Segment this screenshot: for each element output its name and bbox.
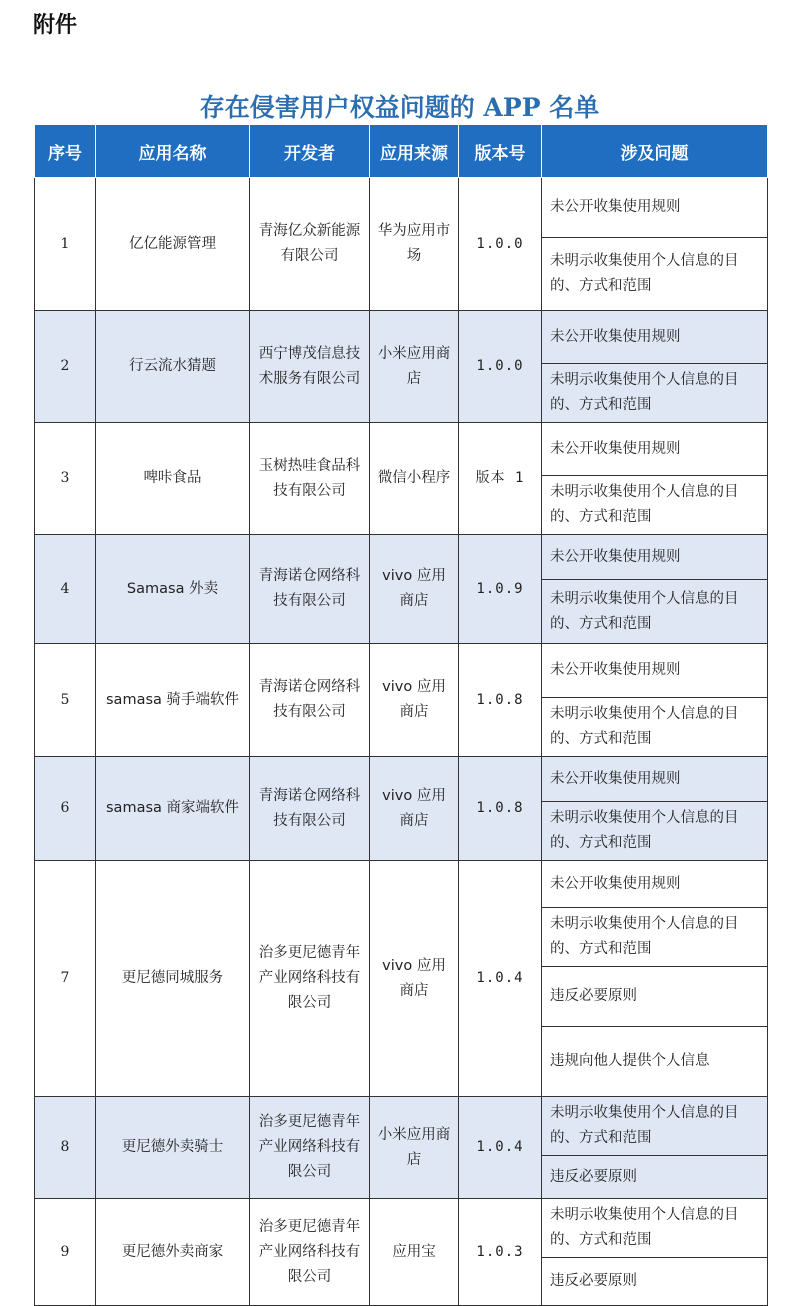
row-index: 5 [35,644,96,757]
issue-cell: 未明示收集使用个人信息的目的、方式和范围 [542,364,768,423]
developer: 治多更尼德青年产业网络科技有限公司 [250,1199,370,1306]
version: 1.0.3 [459,1199,542,1306]
issue-cell: 未公开收集使用规则 [542,535,768,580]
header-version: 版本号 [459,125,542,178]
table-row [35,535,768,580]
table-header-row [35,125,768,178]
issue-cell: 未公开收集使用规则 [542,311,768,364]
app-source: 应用宝 [370,1199,459,1306]
developer: 治多更尼德青年产业网络科技有限公司 [250,861,370,1097]
issue-cell: 未明示收集使用个人信息的目的、方式和范围 [542,908,768,967]
developer: 青海诺仓网络科技有限公司 [250,535,370,644]
app-name: 啤咔食品 [96,423,250,535]
issue-cell: 未明示收集使用个人信息的目的、方式和范围 [542,698,768,757]
table-row [35,1097,768,1156]
app-list-table [34,124,768,1306]
issue-cell: 未公开收集使用规则 [542,178,768,238]
issue-cell: 未明示收集使用个人信息的目的、方式和范围 [542,580,768,644]
developer: 青海诺仓网络科技有限公司 [250,757,370,861]
header-developer: 开发者 [250,125,370,178]
app-name: Samasa 外卖 [96,535,250,644]
row-index: 2 [35,311,96,423]
row-index: 3 [35,423,96,535]
row-index: 1 [35,178,96,311]
version: 1.0.8 [459,644,542,757]
app-source: 小米应用商店 [370,311,459,423]
header-source: 应用来源 [370,125,459,178]
app-name: 行云流水猜题 [96,311,250,423]
version: 1.0.4 [459,1097,542,1199]
table-row [35,861,768,908]
version: 1.0.4 [459,861,542,1097]
row-index: 8 [35,1097,96,1199]
table-row [35,311,768,364]
header-index: 序号 [35,125,96,178]
version: 1.0.8 [459,757,542,861]
issue-cell: 未公开收集使用规则 [542,423,768,476]
header-issues: 涉及问题 [542,125,768,178]
version: 版本 1 [459,423,542,535]
row-index: 4 [35,535,96,644]
issue-cell: 未公开收集使用规则 [542,644,768,698]
developer: 青海诺仓网络科技有限公司 [250,644,370,757]
issue-cell: 未明示收集使用个人信息的目的、方式和范围 [542,476,768,535]
header-app-name: 应用名称 [96,125,250,178]
version: 1.0.0 [459,178,542,311]
app-source: 小米应用商店 [370,1097,459,1199]
app-name: 更尼德外卖商家 [96,1199,250,1306]
issue-cell: 未明示收集使用个人信息的目的、方式和范围 [542,1097,768,1156]
developer: 治多更尼德青年产业网络科技有限公司 [250,1097,370,1199]
app-name: 更尼德外卖骑士 [96,1097,250,1199]
app-name: samasa 骑手端软件 [96,644,250,757]
table-row [35,1199,768,1258]
table-row [35,178,768,238]
app-source: 华为应用市场 [370,178,459,311]
issue-cell: 未公开收集使用规则 [542,861,768,908]
app-name: 更尼德同城服务 [96,861,250,1097]
table-row [35,757,768,802]
developer: 青海亿众新能源有限公司 [250,178,370,311]
developer: 玉树热哇食品科技有限公司 [250,423,370,535]
issue-cell: 未明示收集使用个人信息的目的、方式和范围 [542,802,768,861]
table-row [35,423,768,476]
document-title: 存在侵害用户权益问题的 APP 名单 [199,93,600,122]
row-index: 6 [35,757,96,861]
issue-cell: 未明示收集使用个人信息的目的、方式和范围 [542,238,768,311]
app-name: samasa 商家端软件 [96,757,250,861]
developer: 西宁博茂信息技术服务有限公司 [250,311,370,423]
attachment-label: 附件 [33,13,78,38]
table-row [35,644,768,698]
issue-cell: 违反必要原则 [542,1156,768,1199]
app-source: 微信小程序 [370,423,459,535]
app-source: vivo 应用商店 [370,535,459,644]
row-index: 7 [35,861,96,1097]
issue-cell: 未公开收集使用规则 [542,757,768,802]
app-source: vivo 应用商店 [370,861,459,1097]
version: 1.0.9 [459,535,542,644]
issue-cell: 违反必要原则 [542,967,768,1027]
app-name: 亿亿能源管理 [96,178,250,311]
version: 1.0.0 [459,311,542,423]
app-source: vivo 应用商店 [370,757,459,861]
app-source: vivo 应用商店 [370,644,459,757]
issue-cell: 未明示收集使用个人信息的目的、方式和范围 [542,1199,768,1258]
issue-cell: 违反必要原则 [542,1258,768,1306]
row-index: 9 [35,1199,96,1306]
issue-cell: 违规向他人提供个人信息 [542,1027,768,1097]
